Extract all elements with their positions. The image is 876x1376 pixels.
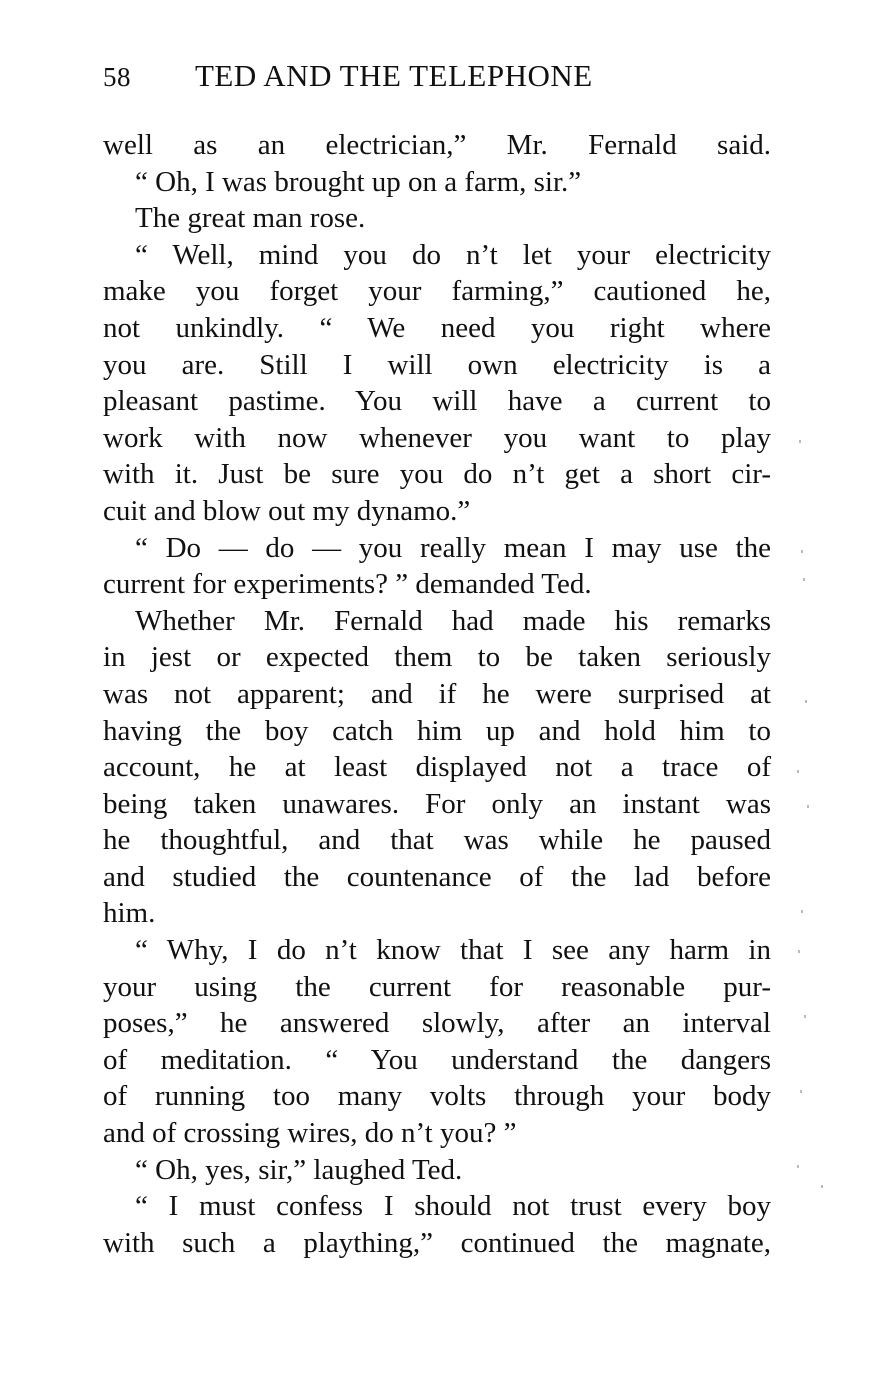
text-line: “ Well, mind you do n’t let your electricity [135, 238, 771, 271]
text-line: was not apparent; and if he were surprised at [103, 677, 771, 710]
text-line: Whether Mr. Fernald had made his remarks [135, 604, 771, 637]
body-text [103, 127, 771, 1261]
text-line: having the boy catch him up and hold him to [103, 714, 771, 747]
text-line: with it. Just be sure you do n’t get a short cir- [103, 458, 771, 491]
page-header [103, 58, 783, 102]
text-line: well as an electrician,” Mr. Fernald said. [103, 129, 771, 161]
text-line: with such a plaything,” continued the magnate, [103, 1226, 771, 1259]
text-line: you are. Still I will own electricity is a [103, 348, 771, 381]
text-line: “ Oh, I was brought up on a farm, sir.” [135, 165, 582, 198]
text-line: not unkindly. “ We need you right where [103, 311, 771, 344]
text-line: poses,” he answered slowly, after an interval [103, 1007, 771, 1040]
text-line: cuit and blow out my dynamo.” [103, 494, 471, 527]
text-line: him. [103, 897, 156, 930]
text-line: in jest or expected them to be taken seriously [103, 641, 771, 674]
text-line: make you forget your farming,” cautioned he, [103, 275, 771, 308]
text-line: account, he at least displayed not a trace of [103, 751, 771, 784]
scan-edge-specks [795, 430, 825, 1330]
text-line: he thoughtful, and that was while he paused [103, 824, 771, 857]
text-line: of running too many volts through your body [103, 1080, 771, 1113]
page-number: 58 [103, 62, 131, 92]
text-line: your using the current for reasonable pur- [103, 970, 771, 1003]
running-title: TED AND THE TELEPHONE [195, 58, 593, 93]
text-line: and studied the countenance of the lad before [103, 860, 771, 893]
text-line: being taken unawares. For only an instant was [103, 787, 771, 820]
text-line: “ I must confess I should not trust every boy [135, 1190, 771, 1223]
text-line: pleasant pastime. You will have a current to [103, 385, 771, 418]
text-line: of meditation. “ You understand the dangers [103, 1043, 771, 1076]
text-line: “ Why, I do n’t know that I see any harm in [135, 934, 771, 967]
text-line: The great man rose. [135, 202, 366, 235]
text-line: work with now whenever you want to play [103, 421, 771, 454]
text-line: “ Oh, yes, sir,” laughed Ted. [135, 1153, 463, 1186]
text-line: and of crossing wires, do n’t you? ” [103, 1117, 517, 1150]
text-line: “ Do — do — you really mean I may use the [135, 531, 771, 564]
text-line: current for experiments? ” demanded Ted. [103, 568, 592, 601]
